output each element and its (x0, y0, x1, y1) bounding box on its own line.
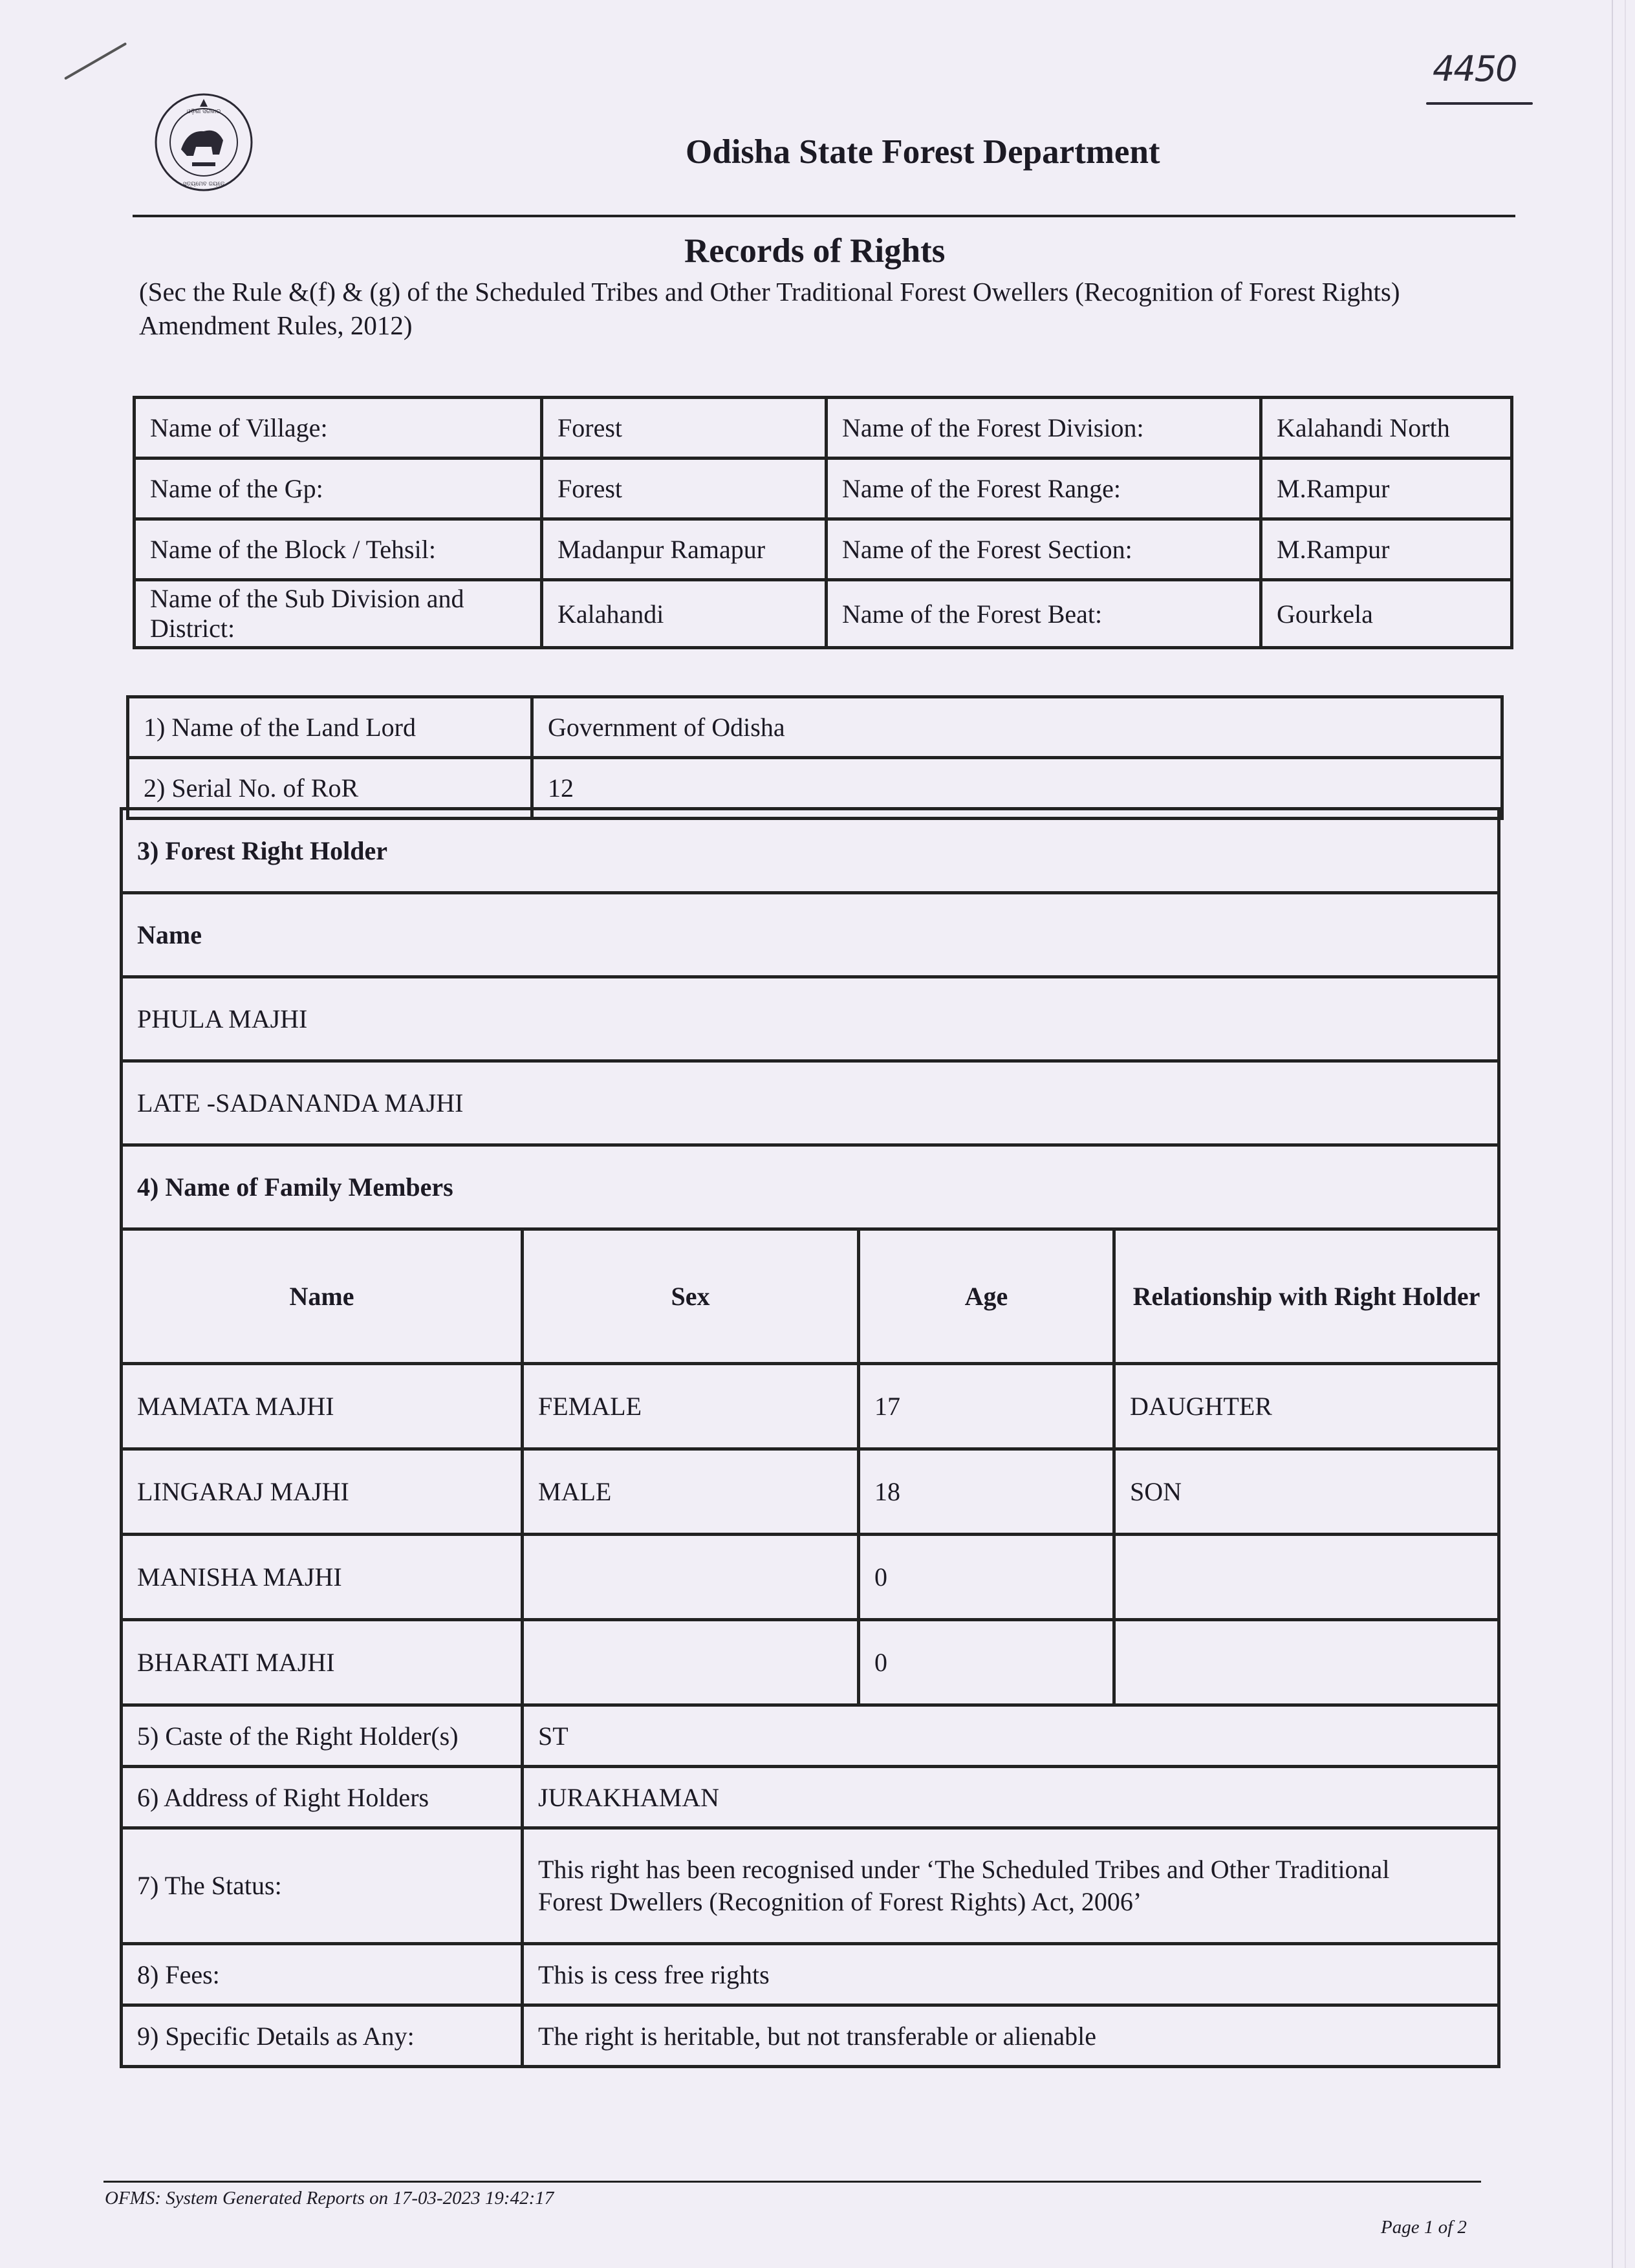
handwritten-underline (1426, 102, 1533, 105)
family-member-row (122, 1449, 1499, 1535)
forest-right-holder-heading: 3) Forest Right Holder (122, 809, 1499, 893)
table-row (122, 1705, 1499, 1767)
system-report-footer: OFMS: System Generated Reports on 17-03-2023 19:42:17 (105, 2188, 554, 2209)
member-relationship: SON (1114, 1449, 1499, 1535)
gp-value: Forest (542, 459, 827, 519)
landlord-value: Government of Odisha (532, 697, 1502, 758)
odisha-state-emblem-icon (152, 87, 255, 197)
forest-section-value: M.Rampur (1261, 519, 1512, 580)
landlord-label: 1) Name of the Land Lord (128, 697, 532, 758)
family-member-row (122, 1364, 1499, 1449)
member-sex (523, 1535, 859, 1620)
member-sex: FEMALE (523, 1364, 859, 1449)
table-row (122, 1828, 1499, 1944)
member-age: 0 (859, 1620, 1114, 1705)
family-member-row (122, 1535, 1499, 1620)
specific-details-value: The right is heritable, but not transferable or alienable (523, 2005, 1499, 2067)
member-relationship (1114, 1620, 1499, 1705)
member-name: LINGARAJ MAJHI (122, 1449, 523, 1535)
right-holder-name: PHULA MAJHI (122, 977, 1499, 1061)
column-header-sex: Sex (523, 1229, 859, 1364)
member-age: 0 (859, 1535, 1114, 1620)
caste-label: 5) Caste of the Right Holder(s) (122, 1705, 523, 1767)
page-number: Page 1 of 2 (1381, 2217, 1467, 2238)
table-row (122, 809, 1499, 893)
caste-value: ST (523, 1705, 1499, 1767)
handwritten-number: 4450 (1433, 49, 1517, 89)
status-value (523, 1828, 1499, 1944)
page-edge (1625, 0, 1626, 2268)
fees-value: This is cess free rights (523, 1944, 1499, 2005)
column-header-name: Name (122, 1229, 523, 1364)
table-row (135, 459, 1512, 519)
family-member-row (122, 1620, 1499, 1705)
table-row (122, 2005, 1499, 2067)
specific-details-label: 9) Specific Details as Any: (122, 2005, 523, 2067)
table-row (122, 893, 1499, 977)
fees-label: 8) Fees: (122, 1944, 523, 2005)
subdivision-value: Kalahandi (542, 580, 827, 648)
block-label: Name of the Block / Tehsil: (135, 519, 542, 580)
family-table-header (122, 1229, 1499, 1364)
member-name: MANISHA MAJHI (122, 1535, 523, 1620)
forest-division-label: Name of the Forest Division: (827, 398, 1261, 459)
table-row (128, 697, 1502, 758)
department-title: Odisha State Forest Department (686, 133, 1160, 171)
forest-range-value: M.Rampur (1261, 459, 1512, 519)
table-row (122, 1061, 1499, 1145)
status-line: This right has been recognised under ‘The Scheduled Tribes and Other Traditional (538, 1855, 1390, 1884)
table-row (122, 977, 1499, 1061)
member-age: 18 (859, 1449, 1114, 1535)
footer-rule (103, 2181, 1481, 2183)
location-table (133, 396, 1513, 649)
emblem-top-text: ଓଡ଼ିଶା ସରକାର (186, 109, 221, 115)
table-row (135, 398, 1512, 459)
forest-section-label: Name of the Forest Section: (827, 519, 1261, 580)
page-edge (1612, 0, 1613, 2268)
document-title: Records of Rights (684, 232, 946, 270)
family-members-heading: 4) Name of Family Members (122, 1145, 1499, 1229)
document-subtitle: (Sec the Rule &(f) & (g) of the Scheduled Tribes and Other Traditional Forest Owellers (Recognition of Forest Rights) Amendment Rules, 2012) (139, 277, 1400, 340)
member-relationship: DAUGHTER (1114, 1364, 1499, 1449)
member-name: MAMATA MAJHI (122, 1364, 523, 1449)
table-row (122, 1944, 1499, 2005)
forest-beat-label: Name of the Forest Beat: (827, 580, 1261, 648)
address-label: 6) Address of Right Holders (122, 1767, 523, 1828)
forest-division-value: Kalahandi North (1261, 398, 1512, 459)
right-holder-name: LATE -SADANANDA MAJHI (122, 1061, 1499, 1145)
gp-label: Name of the Gp: (135, 459, 542, 519)
member-relationship (1114, 1535, 1499, 1620)
forest-range-label: Name of the Forest Range: (827, 459, 1261, 519)
status-line: Forest Dwellers (Recognition of Forest Rights) Act, 2006’ (538, 1887, 1142, 1916)
block-value: Madanpur Ramapur (542, 519, 827, 580)
member-age: 17 (859, 1364, 1114, 1449)
village-label: Name of Village: (135, 398, 542, 459)
emblem-motto: ସତ୍ୟମେବ ଜୟତେ (182, 181, 225, 188)
table-row (122, 1145, 1499, 1229)
village-value: Forest (542, 398, 827, 459)
landlord-table (126, 695, 1504, 820)
member-sex: MALE (523, 1449, 859, 1535)
column-header-relationship: Relationship with Right Holder (1114, 1229, 1499, 1364)
member-sex (523, 1620, 859, 1705)
serial-label: 2) Serial No. of RoR (128, 758, 532, 819)
subdivision-label: Name of the Sub Division and District: (135, 580, 542, 648)
right-holder-table (120, 807, 1500, 2068)
column-header-age: Age (859, 1229, 1114, 1364)
serial-value: 12 (532, 758, 1502, 819)
forest-beat-value: Gourkela (1261, 580, 1512, 648)
member-name: BHARATI MAJHI (122, 1620, 523, 1705)
name-heading: Name (122, 893, 1499, 977)
pen-mark (64, 42, 127, 80)
address-value: JURAKHAMAN (523, 1767, 1499, 1828)
table-row (135, 519, 1512, 580)
header-rule (133, 215, 1515, 217)
table-row (122, 1767, 1499, 1828)
table-row (135, 580, 1512, 648)
status-label: 7) The Status: (122, 1828, 523, 1944)
